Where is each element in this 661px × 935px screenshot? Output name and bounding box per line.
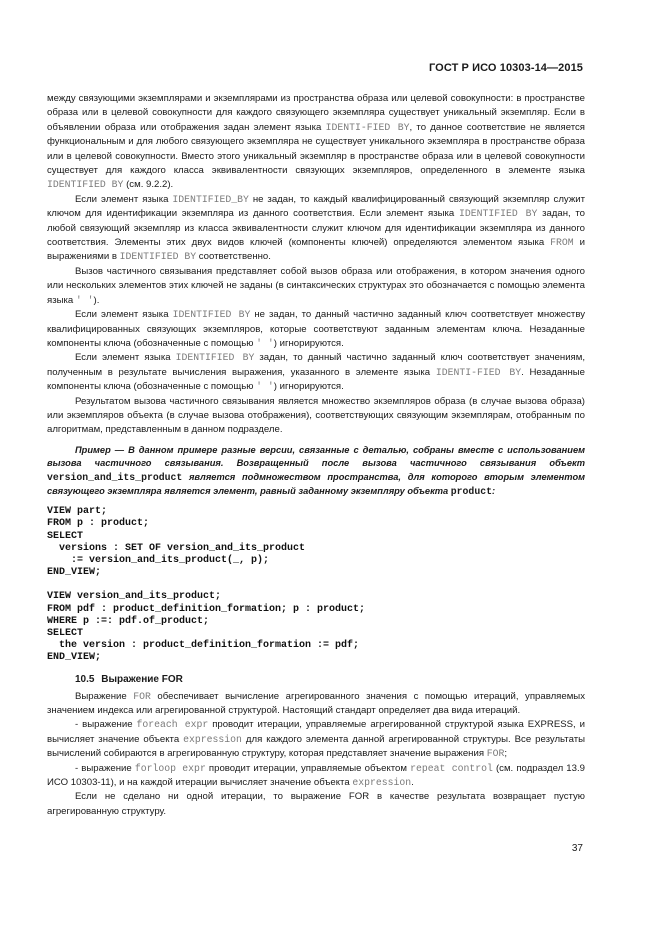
text-run: задан, то любой связующий экземпляр из класса эквивалентности служит ключом для идентификации экземпляра из данного соответствия. Элементы этих двух видов ключей (компоненты ключей) определяются элементом языка: [47, 208, 585, 249]
text-run: - выражение: [75, 719, 137, 731]
language-keyword: foreach expr: [136, 719, 209, 731]
language-keyword: IDENTIFIED BY: [119, 251, 197, 263]
text-run: — В данном примере разные версии, связанные с деталью, собраны вместе с использованием вызова частичного связывания. Возвращенный после вызова частичного связывания объект: [47, 444, 585, 469]
text-run: и выражениями в: [47, 237, 585, 263]
paragraph: [47, 308, 585, 351]
text-run: , то данное соответствие не является функциональным и для любого связующего экземпляра не существует уникального экземпляра в пространстве образа или в целевой совокупности. Вместо этого уникальный экземпляр в пространстве образа или в целевой совокупности существует для каждого класса эквивалентности связующих экземпляров, определенного в элементе языка: [47, 121, 586, 177]
page-body: [47, 92, 585, 819]
text-run: :: [491, 485, 496, 496]
text-run: является подмножеством пространства, для которого вторым элементом связующего экземпляра является элемент, равный заданному экземпляру объекта: [47, 471, 585, 496]
text-run: проводит итерации, управляемые объектом: [205, 762, 411, 774]
text-run: обеспечивает вычисление агрегированного значения с помощью итераций, управляемых значением индекса или агрегированной структурой. Настоящий стандарт определяет два вида итераций.: [47, 690, 585, 716]
text-run: . Незаданные компоненты ключа (обозначенные с помощью: [47, 366, 586, 393]
language-keyword: IDENTIFIED BY: [458, 208, 538, 220]
language-keyword: expression: [183, 733, 242, 745]
language-keyword: expression: [352, 777, 412, 788]
language-keyword: IDENTIFIED BY: [172, 309, 251, 321]
section-number: 10.5: [75, 673, 95, 685]
language-keyword: forloop expr: [134, 762, 206, 774]
text-run: (см. подраздел 13.9 ИСО 10303-11), и на каждой итерации вычисляет значение объекта: [47, 762, 585, 788]
text-run: соответственно.: [196, 251, 271, 263]
list-item: [47, 762, 585, 791]
paragraph: [47, 690, 585, 719]
language-keyword: IDENTIFIED_BY: [172, 193, 249, 205]
page-number: 37: [571, 843, 583, 854]
paragraph: [47, 395, 585, 438]
text-run: ) игнорируются.: [273, 381, 344, 393]
text-run: не задан, то данный частично заданный ключ соответствует множеству квалифицированных связующих экземпляров, которые соответствуют заданным элементам ключа. Незаданные компоненты ключа (обозначенные с помощью: [47, 309, 586, 349]
language-keyword: IDENTI-FIED BY: [325, 121, 410, 133]
section-title: Выражение FOR: [101, 673, 183, 685]
paragraph: [47, 265, 585, 308]
code-identifier: version_and_its_product: [47, 471, 183, 483]
document-header: ГОСТ Р ИСО 10303-14—2015: [428, 62, 583, 74]
text-run: (см. 9.2.2).: [123, 179, 174, 191]
language-keyword: IDENTIFIED BY: [47, 179, 124, 191]
language-keyword: ' ': [256, 381, 274, 393]
example-note: [47, 444, 585, 498]
language-keyword: ' ': [256, 337, 274, 349]
text-run: Если элемент языка: [75, 309, 173, 321]
text-run: .: [411, 777, 414, 788]
text-run: не задан, то каждый квалифицированный связующий экземпляр служит ключом для идентификации экземпляра из данного соответствия. Если элемент языка: [47, 193, 586, 220]
text-run: Если не сделано ни одной итерации, то выражение FOR в качестве результата возвращает пустую агрегированную структуру.: [47, 791, 585, 817]
code-block-part-view: VIEW part; FROM p : product; SELECT versions : SET OF version_and_its_product := version_and_its_product(_, p); END_VIEW;: [47, 506, 306, 579]
language-keyword: FOR: [133, 690, 151, 702]
language-keyword: IDENTI-FIED BY: [435, 366, 522, 378]
language-keyword: FOR: [486, 748, 505, 760]
text-run: ;: [504, 748, 507, 760]
text-run: Результатом вызова частичного связывания является множество экземпляров образа (в случае вызова образа) или экземпляров объекта (в случае вызова отображения), соответствующих связующим экземплярам, отобранным по алгоритмам, представленным в данном подразделе.: [47, 395, 585, 436]
text-run: задан, то данный частично заданный ключ соответствует значениям, полученным в результате вычисления выражения, указанного в элементе языка: [47, 352, 586, 378]
example-label: Пример: [75, 444, 111, 455]
list-item: [47, 718, 585, 761]
text-run: Если элемент языка: [75, 193, 173, 205]
paragraph: [47, 351, 585, 394]
language-keyword: FROM: [550, 237, 574, 249]
text-run: ).: [93, 294, 100, 306]
text-run: - выражение: [75, 762, 135, 774]
language-keyword: ' ': [75, 294, 94, 306]
language-keyword: IDENTIFIED BY: [175, 352, 255, 364]
paragraph: [47, 92, 585, 193]
text-run: ) игнорируются.: [273, 337, 344, 349]
text-run: между связующими экземплярами и экземплярами из пространства образа или целевой совокупности: в пространстве образа или в целевой совокупности для каждого связующего экземпляра существует уникальный экземпляр. Если в объявлении образа или отображения задан элемент языка: [47, 93, 585, 133]
language-keyword: repeat control: [410, 762, 493, 774]
code-identifier: product: [450, 485, 492, 497]
text-run: Вызов частичного связывания представляет собой вызов образа или отображения, в котором значения одного или нескольких элементов этих ключей не заданы (в синтаксических структурах это обозначается с помощью элемента языка: [47, 265, 585, 306]
code-block-version-view: VIEW version_and_its_product; FROM pdf : product_definition_formation; p : product; WHERE p :=: pdf.of_product; SELECT the version : product_definition_formation := pdf; END_VIEW;: [47, 591, 366, 664]
section-heading: [75, 673, 585, 687]
text-run: для каждого элемента данной агрегированной структуры. Все результаты вычислений собираются в агрегированную структуру, которая представляет значение выражения: [47, 733, 585, 760]
paragraph: [47, 790, 585, 819]
text-run: Если элемент языка: [75, 352, 176, 364]
paragraph: [47, 193, 585, 265]
text-run: Выражение: [75, 690, 134, 702]
text-run: проводит итерации, управляемые агрегированной структурой языка EXPRESS, и вычисляет значение объекта: [47, 719, 585, 745]
